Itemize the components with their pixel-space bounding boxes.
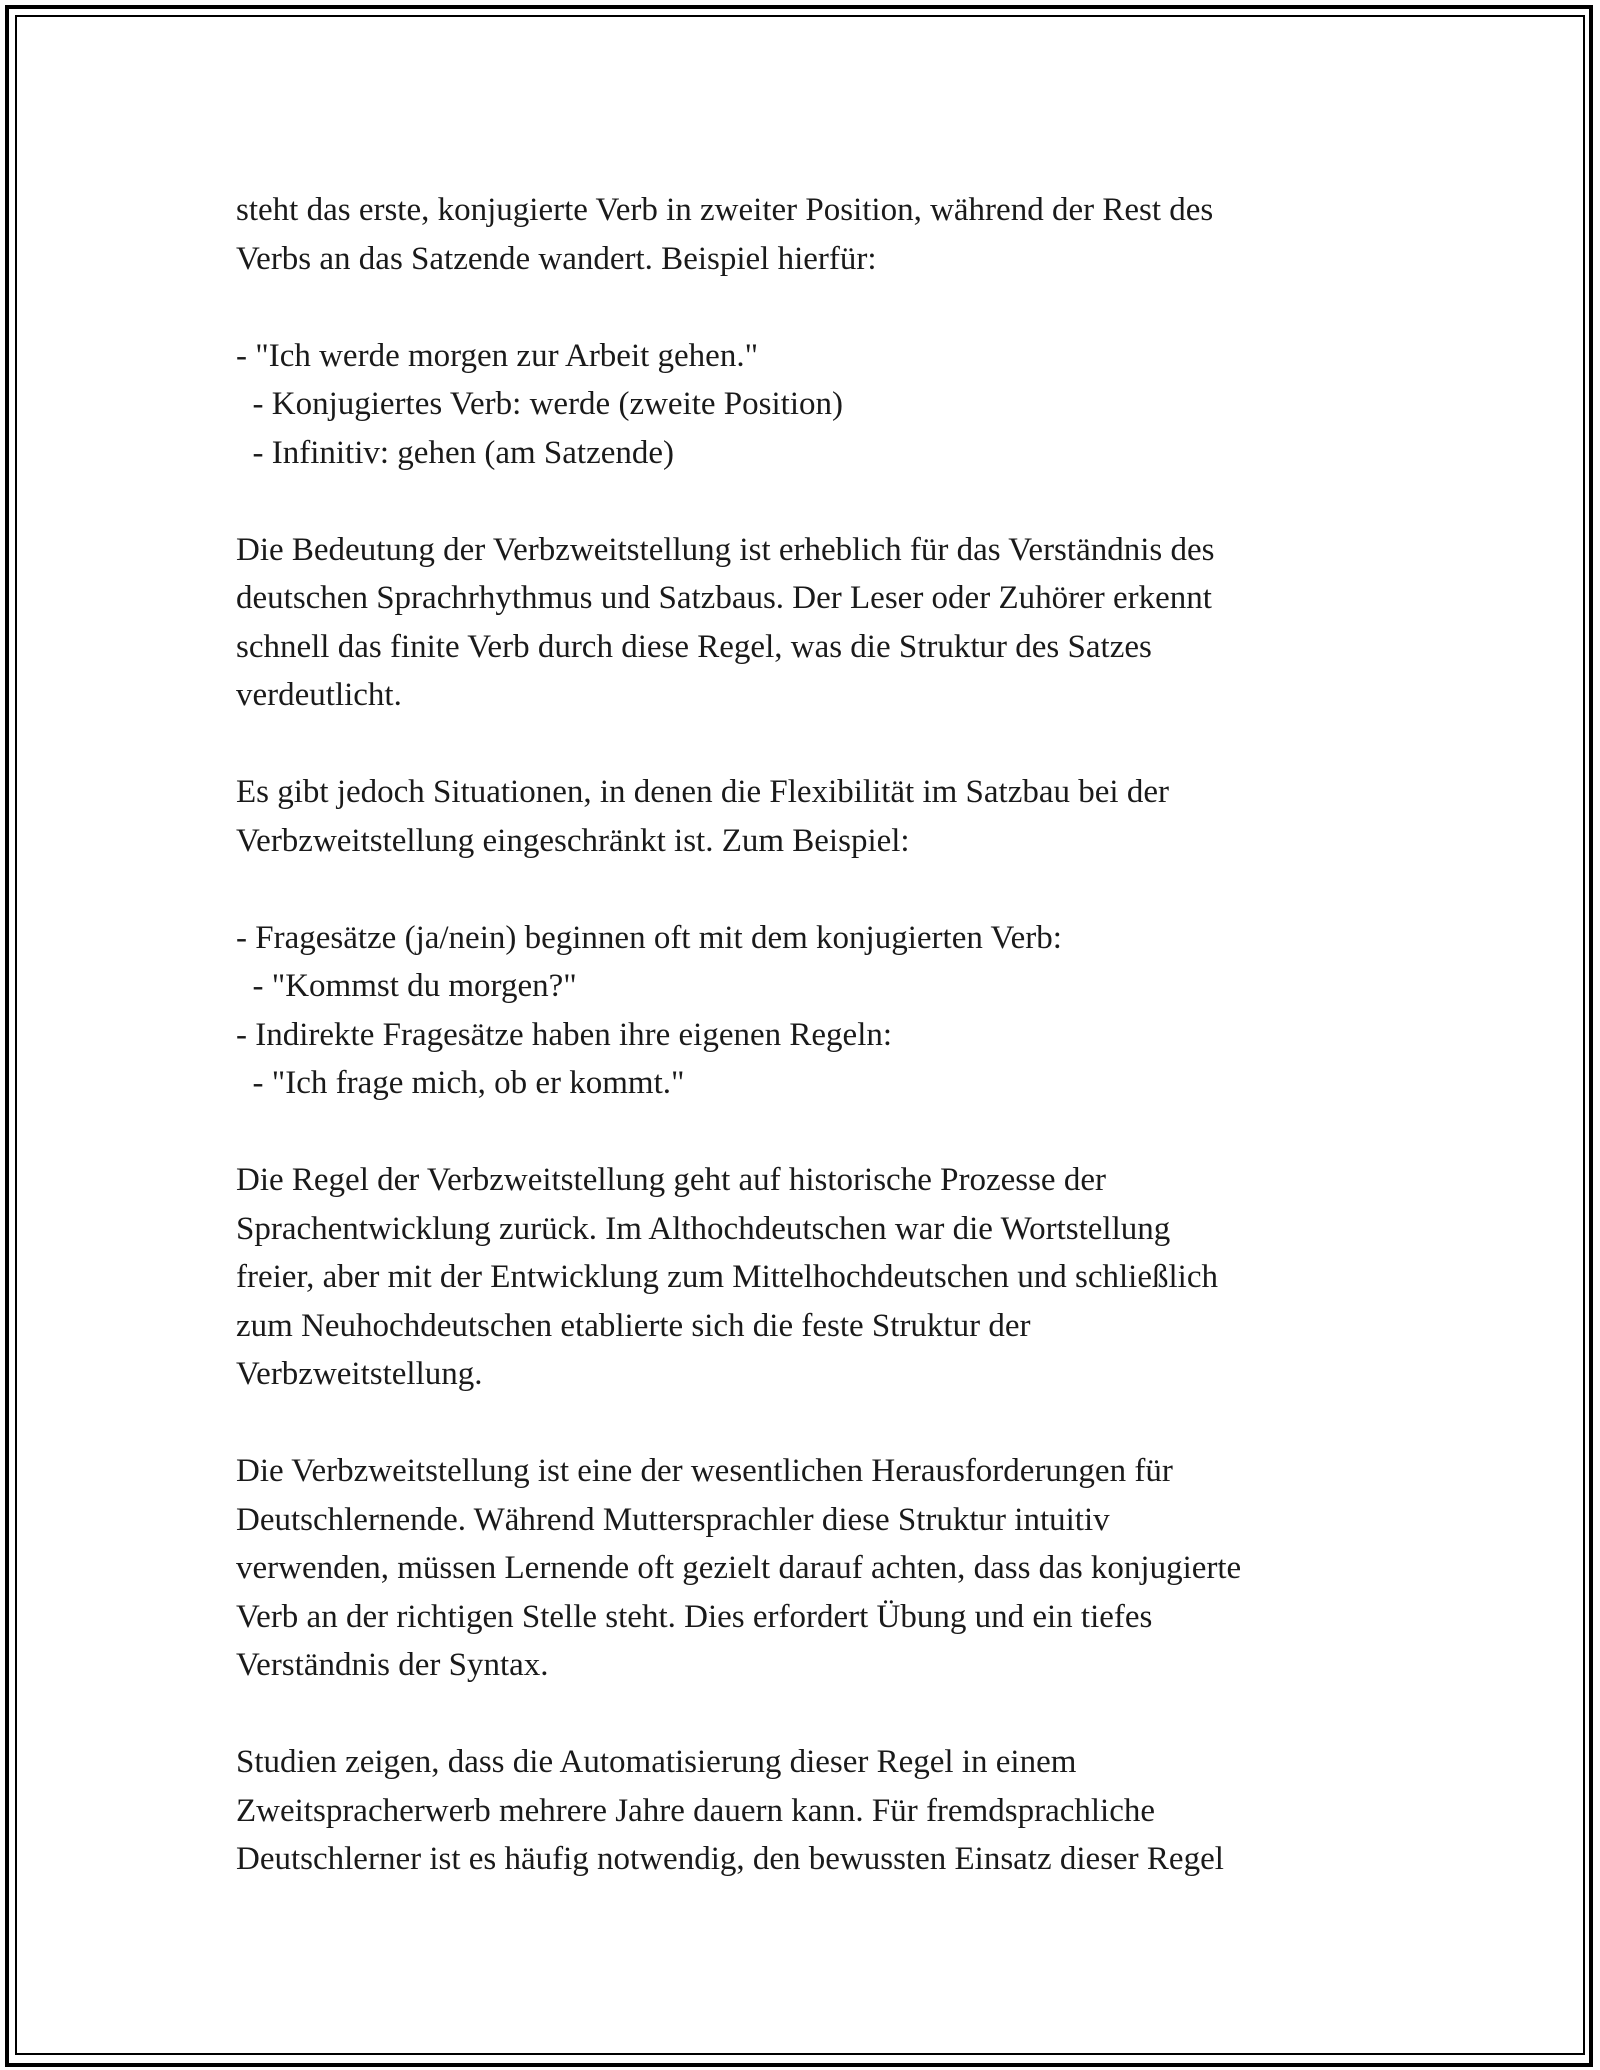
text-line: Zweitspracherwerb mehrere Jahre dauern kann. Für fremdsprachliche	[236, 1792, 1155, 1829]
text-line: Deutschlerner ist es häufig notwendig, den bewussten Einsatz dieser Regel	[236, 1841, 1224, 1877]
paragraph-spacer	[236, 477, 1366, 526]
text-line: zum Neuhochdeutschen etablierte sich die feste Struktur der	[236, 1307, 1031, 1344]
paragraph-spacer	[236, 865, 1366, 914]
text-line: freier, aber mit der Entwicklung zum Mittelhochdeutschen und schließlich	[236, 1259, 1218, 1295]
text-line: deutschen Sprachrhythmus und Satzbaus. Der Leser oder Zuhörer erkennt	[236, 580, 1212, 616]
text-line: Es gibt jedoch Situationen, in denen die Flexibilität im Satzbau bei der	[236, 774, 1169, 810]
text-line: Verb an der richtigen Stelle steht. Dies erfordert Übung und ein tiefes	[236, 1598, 1153, 1635]
list-item: - "Ich frage mich, ob er kommt."	[236, 1065, 685, 1101]
text-line: Verbs an das Satzende wandert. Beispiel hierfür:	[236, 240, 877, 277]
text-line: Sprachentwicklung zurück. Im Althochdeutschen war die Wortstellung	[236, 1210, 1171, 1247]
list-item: - Konjugiertes Verb: werde (zweite Position)	[236, 386, 843, 422]
text-line: Die Regel der Verbzweitstellung geht auf historische Prozesse der	[236, 1162, 1106, 1198]
list-item: - Infinitiv: gehen (am Satzende)	[236, 434, 675, 471]
bullet-list	[236, 914, 1366, 1108]
paragraph	[236, 1447, 1366, 1690]
list-item: - "Kommst du morgen?"	[236, 968, 577, 1004]
paragraph-spacer	[236, 1690, 1366, 1739]
paragraph	[236, 186, 1366, 283]
paragraph-spacer	[236, 283, 1366, 332]
paragraph	[236, 1738, 1366, 1884]
text-line: verwenden, müssen Lernende oft gezielt darauf achten, dass das konjugierte	[236, 1550, 1242, 1586]
text-line: Studien zeigen, dass die Automatisierung dieser Regel in einem	[236, 1744, 1077, 1780]
paragraph-spacer	[236, 1108, 1366, 1157]
text-line: Verbzweitstellung eingeschränkt ist. Zum Beispiel:	[236, 822, 910, 859]
paragraph-spacer	[236, 720, 1366, 769]
paragraph	[236, 1156, 1366, 1399]
document-body	[236, 186, 1366, 1884]
list-item: - "Ich werde morgen zur Arbeit gehen."	[236, 337, 759, 374]
text-line: steht das erste, konjugierte Verb in zweiter Position, während der Rest des	[236, 192, 1214, 228]
paragraph-spacer	[236, 1399, 1366, 1448]
paragraph	[236, 768, 1366, 865]
list-item: - Indirekte Fragesätze haben ihre eigenen Regeln:	[236, 1016, 893, 1053]
text-line: verdeutlicht.	[236, 677, 402, 713]
text-line: Die Verbzweitstellung ist eine der wesentlichen Herausforderungen für	[236, 1453, 1173, 1489]
text-line: Verbzweitstellung.	[236, 1356, 483, 1392]
text-line: schnell das finite Verb durch diese Regel, was die Struktur des Satzes	[236, 628, 1152, 665]
bullet-list	[236, 332, 1366, 478]
paragraph	[236, 526, 1366, 720]
list-item: - Fragesätze (ja/nein) beginnen oft mit dem konjugierten Verb:	[236, 919, 1062, 956]
text-line: Deutschlernende. Während Muttersprachler diese Struktur intuitiv	[236, 1501, 1110, 1538]
text-line: Verständnis der Syntax.	[236, 1647, 549, 1683]
text-line: Die Bedeutung der Verbzweitstellung ist erheblich für das Verständnis des	[236, 531, 1215, 568]
